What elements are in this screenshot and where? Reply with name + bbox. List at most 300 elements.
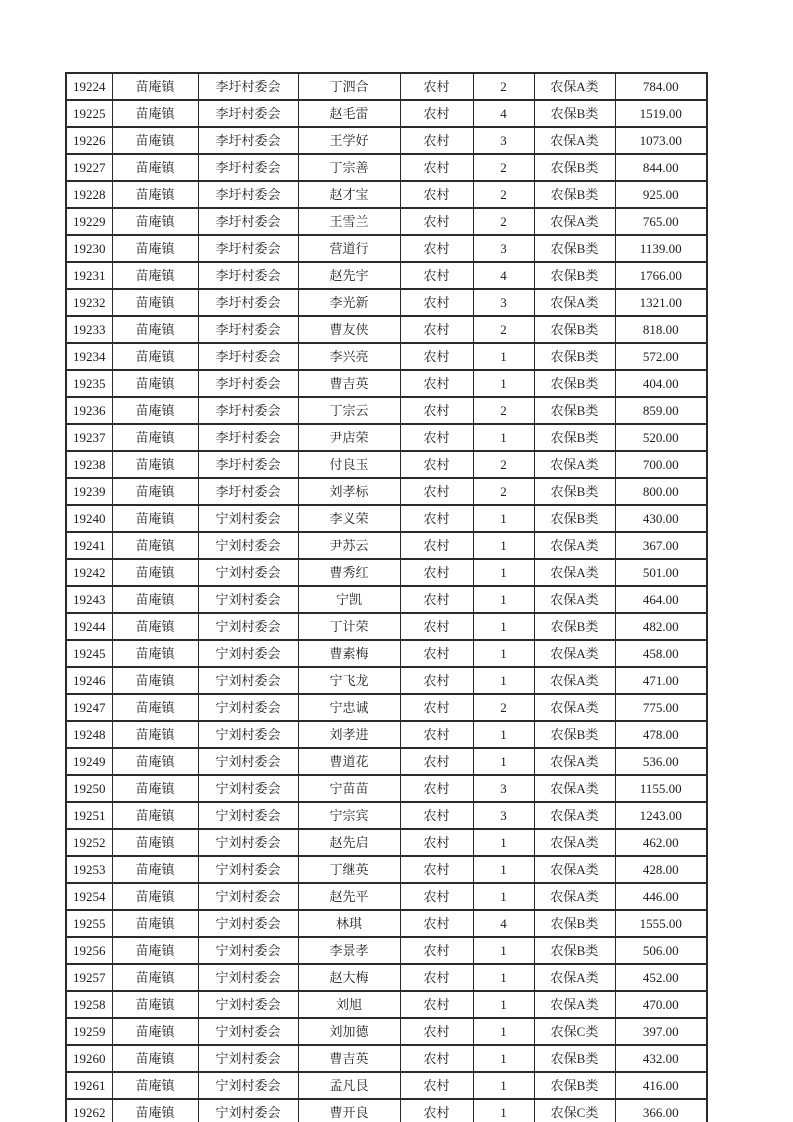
cell-town: 苗庵镇 xyxy=(112,397,198,424)
cell-serial-number: 19247 xyxy=(66,694,112,721)
cell-serial-number: 19257 xyxy=(66,964,112,991)
cell-village-committee: 宁刘村委会 xyxy=(198,856,298,883)
cell-household-type: 农村 xyxy=(400,883,473,910)
cell-serial-number: 19233 xyxy=(66,316,112,343)
cell-person-count: 3 xyxy=(473,802,534,829)
cell-person-count: 2 xyxy=(473,478,534,505)
cell-village-committee: 李圩村委会 xyxy=(198,208,298,235)
cell-serial-number: 19261 xyxy=(66,1072,112,1099)
cell-amount: 470.00 xyxy=(615,991,707,1018)
cell-person-name: 李光新 xyxy=(298,289,400,316)
cell-person-name: 尹店荣 xyxy=(298,424,400,451)
cell-town: 苗庵镇 xyxy=(112,424,198,451)
cell-household-type: 农村 xyxy=(400,694,473,721)
cell-amount: 501.00 xyxy=(615,559,707,586)
cell-insurance-category: 农保B类 xyxy=(534,1045,615,1072)
table-row xyxy=(66,154,707,181)
table-row xyxy=(66,937,707,964)
cell-town: 苗庵镇 xyxy=(112,829,198,856)
cell-person-name: 王学好 xyxy=(298,127,400,154)
cell-serial-number: 19260 xyxy=(66,1045,112,1072)
cell-person-name: 营道行 xyxy=(298,235,400,262)
table-row xyxy=(66,451,707,478)
cell-person-count: 1 xyxy=(473,613,534,640)
cell-serial-number: 19258 xyxy=(66,991,112,1018)
cell-serial-number: 19241 xyxy=(66,532,112,559)
cell-amount: 572.00 xyxy=(615,343,707,370)
cell-village-committee: 宁刘村委会 xyxy=(198,883,298,910)
cell-person-count: 1 xyxy=(473,1072,534,1099)
cell-town: 苗庵镇 xyxy=(112,802,198,829)
cell-town: 苗庵镇 xyxy=(112,856,198,883)
cell-insurance-category: 农保A类 xyxy=(534,991,615,1018)
cell-person-name: 王雪兰 xyxy=(298,208,400,235)
cell-person-name: 宁飞龙 xyxy=(298,667,400,694)
table-row xyxy=(66,262,707,289)
cell-amount: 859.00 xyxy=(615,397,707,424)
table-row xyxy=(66,424,707,451)
cell-household-type: 农村 xyxy=(400,802,473,829)
cell-person-count: 1 xyxy=(473,937,534,964)
cell-insurance-category: 农保A类 xyxy=(534,127,615,154)
cell-village-committee: 宁刘村委会 xyxy=(198,775,298,802)
cell-amount: 818.00 xyxy=(615,316,707,343)
cell-person-name: 宁宗宾 xyxy=(298,802,400,829)
cell-person-count: 1 xyxy=(473,667,534,694)
cell-town: 苗庵镇 xyxy=(112,1018,198,1045)
cell-town: 苗庵镇 xyxy=(112,1072,198,1099)
table-row xyxy=(66,991,707,1018)
cell-village-committee: 宁刘村委会 xyxy=(198,559,298,586)
cell-person-count: 2 xyxy=(473,208,534,235)
cell-person-count: 1 xyxy=(473,586,534,613)
cell-person-name: 林琪 xyxy=(298,910,400,937)
cell-insurance-category: 农保B类 xyxy=(534,937,615,964)
cell-amount: 844.00 xyxy=(615,154,707,181)
cell-household-type: 农村 xyxy=(400,451,473,478)
cell-village-committee: 宁刘村委会 xyxy=(198,964,298,991)
cell-amount: 446.00 xyxy=(615,883,707,910)
cell-person-count: 1 xyxy=(473,964,534,991)
cell-village-committee: 宁刘村委会 xyxy=(198,667,298,694)
cell-serial-number: 19234 xyxy=(66,343,112,370)
cell-household-type: 农村 xyxy=(400,478,473,505)
cell-person-count: 1 xyxy=(473,1099,534,1122)
cell-person-count: 1 xyxy=(473,721,534,748)
cell-town: 苗庵镇 xyxy=(112,1099,198,1122)
cell-insurance-category: 农保A类 xyxy=(534,694,615,721)
cell-household-type: 农村 xyxy=(400,640,473,667)
cell-amount: 520.00 xyxy=(615,424,707,451)
cell-serial-number: 19228 xyxy=(66,181,112,208)
cell-insurance-category: 农保A类 xyxy=(534,451,615,478)
cell-town: 苗庵镇 xyxy=(112,586,198,613)
cell-amount: 1073.00 xyxy=(615,127,707,154)
cell-town: 苗庵镇 xyxy=(112,262,198,289)
cell-household-type: 农村 xyxy=(400,289,473,316)
cell-household-type: 农村 xyxy=(400,775,473,802)
cell-village-committee: 宁刘村委会 xyxy=(198,937,298,964)
cell-amount: 432.00 xyxy=(615,1045,707,1072)
cell-person-count: 3 xyxy=(473,235,534,262)
cell-serial-number: 19229 xyxy=(66,208,112,235)
cell-village-committee: 宁刘村委会 xyxy=(198,829,298,856)
cell-household-type: 农村 xyxy=(400,1072,473,1099)
cell-insurance-category: 农保B类 xyxy=(534,181,615,208)
cell-village-committee: 李圩村委会 xyxy=(198,100,298,127)
table-row xyxy=(66,613,707,640)
cell-amount: 800.00 xyxy=(615,478,707,505)
cell-town: 苗庵镇 xyxy=(112,73,198,100)
cell-town: 苗庵镇 xyxy=(112,127,198,154)
cell-amount: 784.00 xyxy=(615,73,707,100)
cell-town: 苗庵镇 xyxy=(112,235,198,262)
cell-person-count: 2 xyxy=(473,181,534,208)
cell-household-type: 农村 xyxy=(400,721,473,748)
cell-person-name: 刘旭 xyxy=(298,991,400,1018)
cell-insurance-category: 农保A类 xyxy=(534,667,615,694)
cell-village-committee: 宁刘村委会 xyxy=(198,991,298,1018)
cell-household-type: 农村 xyxy=(400,532,473,559)
table-row xyxy=(66,748,707,775)
cell-person-name: 宁苗苗 xyxy=(298,775,400,802)
cell-insurance-category: 农保B类 xyxy=(534,397,615,424)
cell-amount: 1766.00 xyxy=(615,262,707,289)
cell-person-name: 曹秀红 xyxy=(298,559,400,586)
cell-person-name: 赵先启 xyxy=(298,829,400,856)
cell-town: 苗庵镇 xyxy=(112,559,198,586)
table-row xyxy=(66,856,707,883)
cell-household-type: 农村 xyxy=(400,559,473,586)
cell-insurance-category: 农保B类 xyxy=(534,235,615,262)
table-row xyxy=(66,1018,707,1045)
cell-serial-number: 19256 xyxy=(66,937,112,964)
cell-person-name: 孟凡艮 xyxy=(298,1072,400,1099)
cell-person-count: 1 xyxy=(473,559,534,586)
cell-amount: 464.00 xyxy=(615,586,707,613)
cell-town: 苗庵镇 xyxy=(112,613,198,640)
cell-insurance-category: 农保B类 xyxy=(534,478,615,505)
subsidy-table xyxy=(65,72,708,1122)
table-row xyxy=(66,235,707,262)
cell-insurance-category: 农保A类 xyxy=(534,964,615,991)
cell-household-type: 农村 xyxy=(400,235,473,262)
table-row xyxy=(66,559,707,586)
cell-person-count: 2 xyxy=(473,316,534,343)
cell-insurance-category: 农保B类 xyxy=(534,424,615,451)
cell-town: 苗庵镇 xyxy=(112,883,198,910)
cell-person-name: 丁继英 xyxy=(298,856,400,883)
cell-person-name: 赵毛雷 xyxy=(298,100,400,127)
cell-person-name: 丁计荣 xyxy=(298,613,400,640)
cell-village-committee: 宁刘村委会 xyxy=(198,532,298,559)
cell-serial-number: 19254 xyxy=(66,883,112,910)
cell-serial-number: 19236 xyxy=(66,397,112,424)
cell-amount: 925.00 xyxy=(615,181,707,208)
cell-amount: 397.00 xyxy=(615,1018,707,1045)
cell-village-committee: 宁刘村委会 xyxy=(198,505,298,532)
cell-person-count: 1 xyxy=(473,883,534,910)
cell-amount: 462.00 xyxy=(615,829,707,856)
cell-household-type: 农村 xyxy=(400,667,473,694)
cell-person-name: 曹道花 xyxy=(298,748,400,775)
table-row xyxy=(66,127,707,154)
table-row xyxy=(66,73,707,100)
cell-amount: 536.00 xyxy=(615,748,707,775)
cell-serial-number: 19243 xyxy=(66,586,112,613)
cell-household-type: 农村 xyxy=(400,73,473,100)
cell-insurance-category: 农保B类 xyxy=(534,100,615,127)
cell-amount: 765.00 xyxy=(615,208,707,235)
table-row xyxy=(66,370,707,397)
cell-person-name: 刘孝标 xyxy=(298,478,400,505)
cell-insurance-category: 农保B类 xyxy=(534,1072,615,1099)
cell-serial-number: 19262 xyxy=(66,1099,112,1122)
cell-amount: 1139.00 xyxy=(615,235,707,262)
cell-village-committee: 李圩村委会 xyxy=(198,181,298,208)
table-row xyxy=(66,505,707,532)
cell-town: 苗庵镇 xyxy=(112,937,198,964)
cell-amount: 478.00 xyxy=(615,721,707,748)
cell-town: 苗庵镇 xyxy=(112,1045,198,1072)
cell-household-type: 农村 xyxy=(400,343,473,370)
cell-person-name: 付良玉 xyxy=(298,451,400,478)
cell-person-count: 2 xyxy=(473,73,534,100)
cell-amount: 471.00 xyxy=(615,667,707,694)
cell-person-count: 1 xyxy=(473,748,534,775)
cell-insurance-category: 农保B类 xyxy=(534,505,615,532)
cell-household-type: 农村 xyxy=(400,424,473,451)
cell-household-type: 农村 xyxy=(400,505,473,532)
cell-amount: 1155.00 xyxy=(615,775,707,802)
cell-person-count: 1 xyxy=(473,1045,534,1072)
cell-village-committee: 李圩村委会 xyxy=(198,289,298,316)
cell-amount: 428.00 xyxy=(615,856,707,883)
cell-town: 苗庵镇 xyxy=(112,640,198,667)
cell-household-type: 农村 xyxy=(400,937,473,964)
cell-amount: 1243.00 xyxy=(615,802,707,829)
cell-town: 苗庵镇 xyxy=(112,694,198,721)
table-row xyxy=(66,1072,707,1099)
cell-serial-number: 19232 xyxy=(66,289,112,316)
cell-insurance-category: 农保A类 xyxy=(534,289,615,316)
cell-insurance-category: 农保C类 xyxy=(534,1099,615,1122)
cell-amount: 404.00 xyxy=(615,370,707,397)
table-row xyxy=(66,775,707,802)
cell-serial-number: 19226 xyxy=(66,127,112,154)
cell-person-name: 赵才宝 xyxy=(298,181,400,208)
cell-insurance-category: 农保A类 xyxy=(534,532,615,559)
cell-village-committee: 宁刘村委会 xyxy=(198,694,298,721)
cell-serial-number: 19248 xyxy=(66,721,112,748)
cell-insurance-category: 农保B类 xyxy=(534,154,615,181)
cell-village-committee: 李圩村委会 xyxy=(198,451,298,478)
cell-village-committee: 李圩村委会 xyxy=(198,343,298,370)
cell-person-count: 1 xyxy=(473,991,534,1018)
cell-person-name: 赵大梅 xyxy=(298,964,400,991)
cell-serial-number: 19224 xyxy=(66,73,112,100)
cell-insurance-category: 农保A类 xyxy=(534,559,615,586)
cell-person-count: 4 xyxy=(473,910,534,937)
cell-serial-number: 19246 xyxy=(66,667,112,694)
cell-person-count: 1 xyxy=(473,343,534,370)
cell-serial-number: 19227 xyxy=(66,154,112,181)
cell-insurance-category: 农保A类 xyxy=(534,208,615,235)
cell-person-name: 李义荣 xyxy=(298,505,400,532)
cell-person-name: 曹开良 xyxy=(298,1099,400,1122)
table-row xyxy=(66,721,707,748)
cell-insurance-category: 农保A类 xyxy=(534,73,615,100)
table-row xyxy=(66,1045,707,1072)
cell-town: 苗庵镇 xyxy=(112,181,198,208)
cell-amount: 366.00 xyxy=(615,1099,707,1122)
cell-town: 苗庵镇 xyxy=(112,991,198,1018)
cell-person-name: 曹吉英 xyxy=(298,370,400,397)
cell-household-type: 农村 xyxy=(400,397,473,424)
cell-town: 苗庵镇 xyxy=(112,667,198,694)
cell-household-type: 农村 xyxy=(400,1018,473,1045)
cell-insurance-category: 农保A类 xyxy=(534,640,615,667)
cell-village-committee: 李圩村委会 xyxy=(198,262,298,289)
cell-person-count: 1 xyxy=(473,505,534,532)
cell-serial-number: 19238 xyxy=(66,451,112,478)
cell-town: 苗庵镇 xyxy=(112,748,198,775)
cell-town: 苗庵镇 xyxy=(112,316,198,343)
cell-household-type: 农村 xyxy=(400,1045,473,1072)
cell-village-committee: 李圩村委会 xyxy=(198,370,298,397)
cell-insurance-category: 农保A类 xyxy=(534,856,615,883)
cell-household-type: 农村 xyxy=(400,964,473,991)
cell-household-type: 农村 xyxy=(400,100,473,127)
cell-insurance-category: 农保A类 xyxy=(534,802,615,829)
table-row xyxy=(66,1099,707,1122)
cell-village-committee: 宁刘村委会 xyxy=(198,802,298,829)
cell-serial-number: 19231 xyxy=(66,262,112,289)
cell-amount: 452.00 xyxy=(615,964,707,991)
cell-person-name: 赵先宇 xyxy=(298,262,400,289)
cell-village-committee: 宁刘村委会 xyxy=(198,721,298,748)
cell-village-committee: 宁刘村委会 xyxy=(198,1045,298,1072)
cell-person-count: 1 xyxy=(473,856,534,883)
cell-amount: 775.00 xyxy=(615,694,707,721)
cell-serial-number: 19237 xyxy=(66,424,112,451)
cell-village-committee: 宁刘村委会 xyxy=(198,910,298,937)
cell-person-count: 4 xyxy=(473,100,534,127)
cell-person-name: 曹友侠 xyxy=(298,316,400,343)
table-row xyxy=(66,478,707,505)
cell-person-name: 曹素梅 xyxy=(298,640,400,667)
cell-person-name: 宁忠诚 xyxy=(298,694,400,721)
cell-household-type: 农村 xyxy=(400,154,473,181)
cell-insurance-category: 农保B类 xyxy=(534,343,615,370)
cell-amount: 482.00 xyxy=(615,613,707,640)
cell-insurance-category: 农保A类 xyxy=(534,829,615,856)
cell-serial-number: 19250 xyxy=(66,775,112,802)
cell-insurance-category: 农保B类 xyxy=(534,721,615,748)
cell-amount: 700.00 xyxy=(615,451,707,478)
cell-household-type: 农村 xyxy=(400,613,473,640)
cell-serial-number: 19252 xyxy=(66,829,112,856)
cell-town: 苗庵镇 xyxy=(112,478,198,505)
cell-serial-number: 19235 xyxy=(66,370,112,397)
cell-village-committee: 李圩村委会 xyxy=(198,154,298,181)
cell-village-committee: 宁刘村委会 xyxy=(198,1072,298,1099)
cell-village-committee: 李圩村委会 xyxy=(198,478,298,505)
table-row xyxy=(66,829,707,856)
cell-serial-number: 19251 xyxy=(66,802,112,829)
cell-household-type: 农村 xyxy=(400,829,473,856)
cell-amount: 1321.00 xyxy=(615,289,707,316)
cell-town: 苗庵镇 xyxy=(112,289,198,316)
cell-person-count: 4 xyxy=(473,262,534,289)
table-row xyxy=(66,802,707,829)
cell-person-count: 2 xyxy=(473,154,534,181)
cell-person-name: 李景孝 xyxy=(298,937,400,964)
cell-town: 苗庵镇 xyxy=(112,100,198,127)
cell-person-count: 2 xyxy=(473,694,534,721)
cell-household-type: 农村 xyxy=(400,127,473,154)
cell-household-type: 农村 xyxy=(400,991,473,1018)
table-row xyxy=(66,343,707,370)
cell-person-count: 1 xyxy=(473,532,534,559)
cell-household-type: 农村 xyxy=(400,856,473,883)
cell-village-committee: 李圩村委会 xyxy=(198,316,298,343)
cell-amount: 1555.00 xyxy=(615,910,707,937)
cell-village-committee: 宁刘村委会 xyxy=(198,1018,298,1045)
cell-town: 苗庵镇 xyxy=(112,721,198,748)
cell-town: 苗庵镇 xyxy=(112,964,198,991)
cell-serial-number: 19255 xyxy=(66,910,112,937)
cell-town: 苗庵镇 xyxy=(112,451,198,478)
cell-person-name: 丁泗合 xyxy=(298,73,400,100)
cell-serial-number: 19240 xyxy=(66,505,112,532)
cell-person-count: 3 xyxy=(473,127,534,154)
table-row xyxy=(66,910,707,937)
cell-person-count: 3 xyxy=(473,775,534,802)
cell-amount: 506.00 xyxy=(615,937,707,964)
cell-household-type: 农村 xyxy=(400,262,473,289)
table-row xyxy=(66,208,707,235)
cell-amount: 1519.00 xyxy=(615,100,707,127)
cell-town: 苗庵镇 xyxy=(112,370,198,397)
table-row xyxy=(66,694,707,721)
cell-village-committee: 宁刘村委会 xyxy=(198,748,298,775)
cell-serial-number: 19230 xyxy=(66,235,112,262)
table-row xyxy=(66,316,707,343)
table-row xyxy=(66,640,707,667)
cell-person-name: 曹吉英 xyxy=(298,1045,400,1072)
cell-person-count: 2 xyxy=(473,451,534,478)
cell-insurance-category: 农保B类 xyxy=(534,370,615,397)
cell-insurance-category: 农保B类 xyxy=(534,910,615,937)
cell-amount: 430.00 xyxy=(615,505,707,532)
cell-household-type: 农村 xyxy=(400,208,473,235)
cell-person-name: 宁凯 xyxy=(298,586,400,613)
cell-insurance-category: 农保C类 xyxy=(534,1018,615,1045)
cell-village-committee: 李圩村委会 xyxy=(198,424,298,451)
cell-amount: 367.00 xyxy=(615,532,707,559)
cell-amount: 458.00 xyxy=(615,640,707,667)
cell-village-committee: 李圩村委会 xyxy=(198,73,298,100)
cell-village-committee: 李圩村委会 xyxy=(198,235,298,262)
cell-person-name: 刘孝进 xyxy=(298,721,400,748)
table-row xyxy=(66,586,707,613)
cell-household-type: 农村 xyxy=(400,748,473,775)
cell-person-count: 1 xyxy=(473,424,534,451)
cell-insurance-category: 农保A类 xyxy=(534,748,615,775)
cell-town: 苗庵镇 xyxy=(112,910,198,937)
cell-person-count: 3 xyxy=(473,289,534,316)
